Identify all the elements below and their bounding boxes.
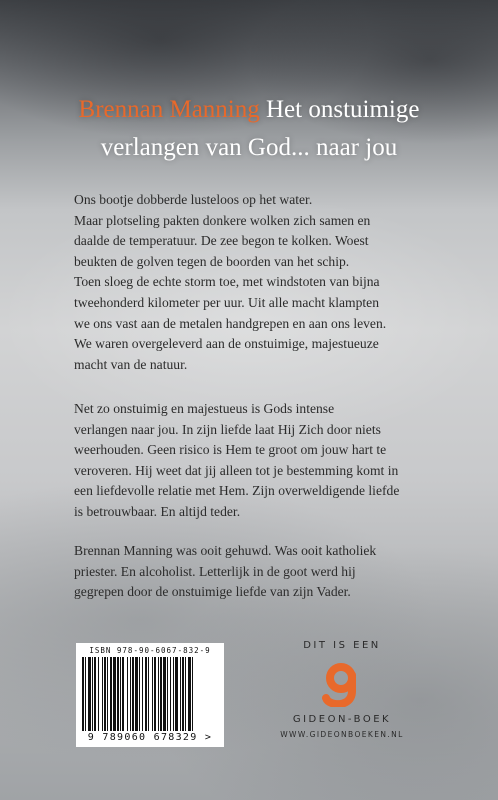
blurb-line: daalde de temperatuur. De zee begon te kolken. Woest (74, 233, 369, 249)
blurb-line: Ons bootje dobberde lusteloos op het water. (74, 192, 313, 207)
blurb-line: verlangen naar jou. In zijn liefde laat Hij Zich door niets (74, 421, 381, 437)
blurb-line: we ons vast aan de metalen handgrepen en aan ons leven. (74, 315, 387, 331)
publisher-url: WWW.GIDEONBOEKEN.NL (280, 730, 404, 739)
publisher-imprint (262, 640, 422, 739)
barcode-number: 9 789060 678329 > (87, 732, 213, 743)
blurb-line: We waren overgeleverd aan de onstuimige, majestueuze (74, 336, 379, 352)
blurb-paragraph-3 (74, 541, 434, 603)
blurb-line: een liefdevolle relatie met Hem. Zijn overweldigende liefde (74, 483, 400, 499)
isbn-label: ISBN 978-90-6067-832-9 (89, 646, 211, 655)
blurb-line: Maar plotseling pakten donkere wolken zich samen en (74, 212, 371, 228)
blurb-line: beukten de golven tegen de boorden van het schip. (74, 253, 350, 269)
g-letter-logo-icon (322, 661, 362, 707)
publisher-name: GIDEON-BOEK (292, 714, 392, 725)
blurb-line: Toen sloeg de echte storm toe, met windstoten van bijna (74, 274, 380, 290)
blurb-line: macht van de natuur. (74, 356, 188, 372)
blurb-line: Brennan Manning was ooit gehuwd. Was ooit katholiek (74, 543, 377, 558)
blurb-line: is betrouwbaar. En altijd teder. (74, 503, 241, 519)
blurb-paragraph-1 (74, 190, 434, 375)
blurb-paragraph-2 (74, 399, 434, 523)
blurb-line: priester. En alcoholist. Letterlijk in de goot werd hij (74, 563, 356, 579)
cover-title-line-2: verlangen van God... naar jou (100, 134, 398, 161)
cover-title-line-1 (0, 92, 498, 128)
blurb-line: gegrepen door de onstuimige liefde van zijn Vader. (74, 584, 351, 600)
blurb-line: tweehonderd kilometer per uur. Uit alle macht klampten (74, 294, 380, 310)
author-name: Brennan Manning (78, 96, 260, 123)
barcode (76, 643, 224, 747)
title-part-1: Het onstuimige (266, 96, 420, 123)
blurb-line: veroveren. Hij weet dat jij alleen tot je bestemming komt in (74, 462, 399, 478)
barcode-bars (82, 657, 218, 731)
publisher-tagline: DIT IS EEN (303, 640, 381, 651)
blurb-line: weerhouden. Geen risico is Hem te groot om jouw hart te (74, 442, 387, 458)
blurb-line: Net zo onstuimig en majestueus is Gods intense (74, 401, 335, 416)
